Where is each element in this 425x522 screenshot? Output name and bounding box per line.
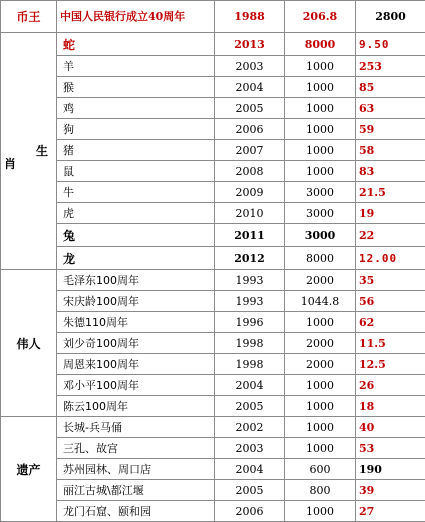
row-year: 2004 — [215, 459, 285, 480]
header-row — [1, 1, 425, 33]
row-name: 邓小平100周年 — [57, 375, 215, 396]
row-mintage: 1000 — [285, 56, 356, 77]
row-mintage: 1000 — [285, 417, 356, 438]
header-col3: 1988 — [215, 1, 285, 33]
group-label-zodiac-a: 生 — [36, 142, 48, 159]
row-name: 鼠 — [57, 161, 215, 182]
table-row — [1, 333, 425, 354]
table-row — [1, 270, 425, 291]
table-row — [1, 77, 425, 98]
row-name: 牛 — [57, 182, 215, 203]
table-row — [1, 375, 425, 396]
row-mintage: 1000 — [285, 396, 356, 417]
group-label-zodiac-b: 肖 — [4, 155, 16, 172]
row-price: 21.5 — [356, 182, 425, 203]
row-name: 兔 — [57, 224, 215, 247]
row-price: 56 — [356, 291, 425, 312]
row-mintage: 2000 — [285, 270, 356, 291]
table-row — [1, 56, 425, 77]
row-name: 龙 — [57, 247, 215, 270]
table-row — [1, 203, 425, 224]
table-row — [1, 98, 425, 119]
row-mintage: 1000 — [285, 438, 356, 459]
row-mintage: 1044.8 — [285, 291, 356, 312]
row-name: 长城-兵马俑 — [57, 417, 215, 438]
header-col1: 币王 — [1, 1, 57, 33]
row-year: 2002 — [215, 417, 285, 438]
row-mintage: 2000 — [285, 354, 356, 375]
row-year: 1998 — [215, 333, 285, 354]
row-price: 12.00 — [356, 247, 425, 270]
row-name: 猪 — [57, 140, 215, 161]
row-mintage: 3000 — [285, 203, 356, 224]
row-year: 1993 — [215, 270, 285, 291]
header-col2: 中国人民银行成立40周年 — [57, 1, 215, 33]
row-price: 85 — [356, 77, 425, 98]
row-name: 丽江古城\都江堰 — [57, 480, 215, 501]
row-year: 2010 — [215, 203, 285, 224]
row-year: 2003 — [215, 56, 285, 77]
table-row — [1, 354, 425, 375]
group-cell-zodiac — [1, 33, 57, 270]
row-name: 鸡 — [57, 98, 215, 119]
table-row — [1, 182, 425, 203]
row-price: 39 — [356, 480, 425, 501]
row-year: 2005 — [215, 480, 285, 501]
row-price: 83 — [356, 161, 425, 182]
row-mintage: 1000 — [285, 119, 356, 140]
row-mintage: 3000 — [285, 182, 356, 203]
table-row — [1, 119, 425, 140]
row-year: 2006 — [215, 119, 285, 140]
table-row — [1, 247, 425, 270]
row-name: 三孔、故宫 — [57, 438, 215, 459]
row-name: 猴 — [57, 77, 215, 98]
row-price: 40 — [356, 417, 425, 438]
row-mintage: 1000 — [285, 77, 356, 98]
row-price: 35 — [356, 270, 425, 291]
row-mintage: 1000 — [285, 501, 356, 522]
row-year: 2011 — [215, 224, 285, 247]
row-mintage: 1000 — [285, 312, 356, 333]
row-price: 26 — [356, 375, 425, 396]
row-name: 虎 — [57, 203, 215, 224]
group-label-heritage: 遗产 — [1, 417, 57, 522]
header-col4: 206.8 — [285, 1, 356, 33]
row-year: 2003 — [215, 438, 285, 459]
table-row — [1, 417, 425, 438]
table-row — [1, 501, 425, 522]
table-row — [1, 480, 425, 501]
table-row — [1, 312, 425, 333]
row-price: 27 — [356, 501, 425, 522]
row-mintage: 800 — [285, 480, 356, 501]
row-name: 狗 — [57, 119, 215, 140]
row-name: 毛泽东100周年 — [57, 270, 215, 291]
row-mintage: 8000 — [285, 33, 356, 56]
row-name: 陈云100周年 — [57, 396, 215, 417]
row-year: 1998 — [215, 354, 285, 375]
row-name: 羊 — [57, 56, 215, 77]
row-price: 9.50 — [356, 33, 425, 56]
row-mintage: 1000 — [285, 98, 356, 119]
row-year: 2007 — [215, 140, 285, 161]
row-name: 苏州园林、周口店 — [57, 459, 215, 480]
table-row — [1, 33, 425, 56]
row-price: 58 — [356, 140, 425, 161]
table-row — [1, 396, 425, 417]
row-mintage: 1000 — [285, 140, 356, 161]
row-year: 1996 — [215, 312, 285, 333]
row-price: 11.5 — [356, 333, 425, 354]
table-row — [1, 438, 425, 459]
row-price: 53 — [356, 438, 425, 459]
row-name: 朱德110周年 — [57, 312, 215, 333]
row-name: 周恩来100周年 — [57, 354, 215, 375]
row-year: 2006 — [215, 501, 285, 522]
row-year: 2013 — [215, 33, 285, 56]
row-mintage: 1000 — [285, 375, 356, 396]
row-name: 宋庆龄100周年 — [57, 291, 215, 312]
row-price: 12.5 — [356, 354, 425, 375]
row-year: 2004 — [215, 375, 285, 396]
row-mintage: 1000 — [285, 161, 356, 182]
row-price: 190 — [356, 459, 425, 480]
table-row — [1, 291, 425, 312]
row-price: 19 — [356, 203, 425, 224]
row-year: 2012 — [215, 247, 285, 270]
row-price: 22 — [356, 224, 425, 247]
row-mintage: 2000 — [285, 333, 356, 354]
row-price: 59 — [356, 119, 425, 140]
table-row — [1, 161, 425, 182]
header-col5: 2800 — [356, 1, 425, 33]
row-year: 2005 — [215, 98, 285, 119]
row-year: 2004 — [215, 77, 285, 98]
table-row — [1, 140, 425, 161]
row-price: 253 — [356, 56, 425, 77]
row-year: 2009 — [215, 182, 285, 203]
row-year: 1993 — [215, 291, 285, 312]
row-mintage: 600 — [285, 459, 356, 480]
row-year: 2005 — [215, 396, 285, 417]
group-label-leaders: 伟人 — [1, 270, 57, 417]
row-price: 18 — [356, 396, 425, 417]
row-mintage: 8000 — [285, 247, 356, 270]
row-mintage: 3000 — [285, 224, 356, 247]
row-name: 刘少奇100周年 — [57, 333, 215, 354]
row-price: 63 — [356, 98, 425, 119]
row-name: 龙门石窟、颐和园 — [57, 501, 215, 522]
table-row — [1, 224, 425, 247]
table-row — [1, 459, 425, 480]
row-year: 2008 — [215, 161, 285, 182]
row-name: 蛇 — [57, 33, 215, 56]
row-price: 62 — [356, 312, 425, 333]
